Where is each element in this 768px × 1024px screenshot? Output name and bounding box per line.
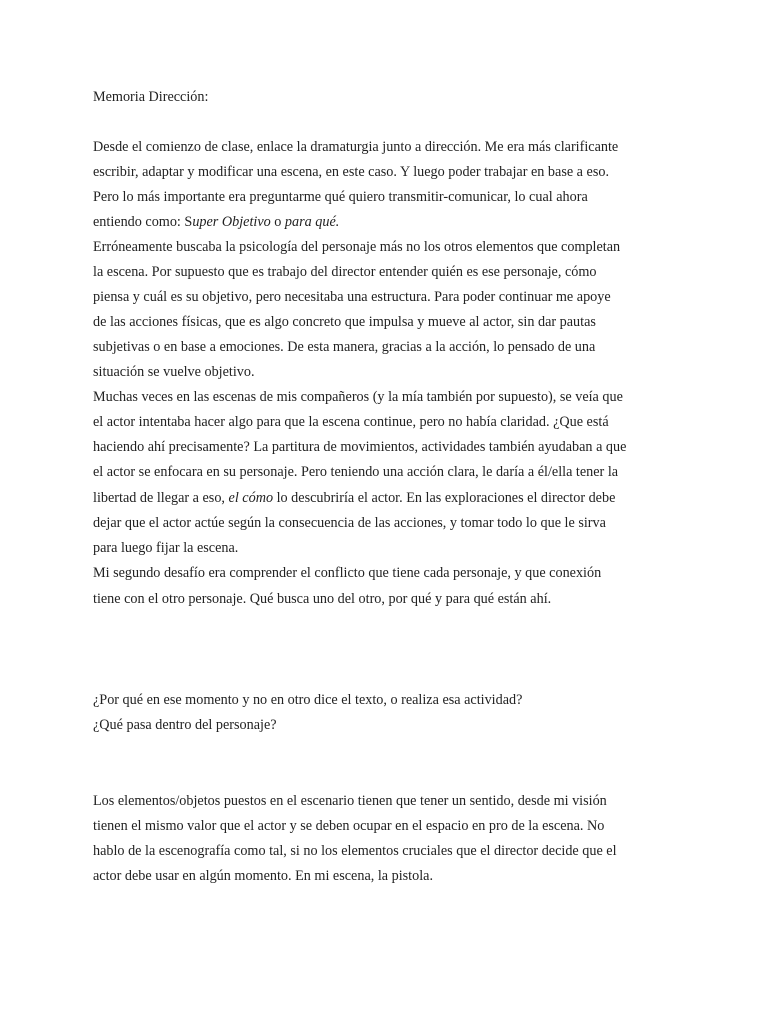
text-line: subjetivas o en base a emociones. De esta manera, gracias a la acción, lo pensado de una: [93, 339, 596, 355]
text-span: o: [270, 214, 285, 230]
document-title: Memoria Dirección:: [93, 89, 209, 105]
text-line: escribir, adaptar y modificar una escena, en este caso. Y luego poder trabajar en base a eso.: [93, 164, 609, 180]
text-line: el actor se enfocara en su personaje. Pero teniendo una acción clara, le daría a él/ella tener la: [93, 464, 619, 480]
text-line: situación se vuelve objetivo.: [93, 364, 255, 380]
text-span: entiendo como: S: [93, 214, 193, 230]
text-line: actor debe usar en algún momento. En mi escena, la pistola.: [93, 868, 433, 884]
text-line: haciendo ahí precisamente? La partitura de movimientos, actividades también ayudaban a que: [93, 439, 627, 455]
text-line: tienen el mismo valor que el actor y se deben ocupar en el espacio en pro de la escena. No: [93, 818, 605, 834]
question-line: ¿Qué pasa dentro del personaje?: [93, 717, 277, 733]
italic-term: para qué.: [284, 214, 340, 230]
text-line: Los elementos/objetos puestos en el escenario tienen que tener un sentido, desde mi visión: [93, 793, 607, 809]
question-line: ¿Por qué en ese momento y no en otro dice el texto, o realiza esa actividad?: [93, 692, 523, 708]
text-line: tiene con el otro personaje. Qué busca uno del otro, por qué y para qué están ahí.: [93, 591, 552, 607]
text-line: [93, 489, 615, 507]
text-line: hablo de la escenografía como tal, si no los elementos cruciales que el director decide que el: [93, 843, 617, 859]
text-line: Muchas veces en las escenas de mis compañeros (y la mía también por supuesto), se veía que: [93, 389, 623, 405]
text-line: el actor intentaba hacer algo para que la escena continue, pero no había claridad. ¿Que está: [93, 414, 609, 430]
text-line: Pero lo más importante era preguntarme qué quiero transmitir-comunicar, lo cual ahora: [93, 189, 588, 205]
text-line: Mi segundo desafío era comprender el conflicto que tiene cada personaje, y que conexión: [93, 565, 602, 581]
text-line: la escena. Por supuesto que es trabajo del director entender quién es ese personaje, cómo: [93, 264, 597, 280]
text-line: Desde el comienzo de clase, enlace la dramaturgia junto a dirección. Me era más clarificante: [93, 139, 619, 155]
text-line: dejar que el actor actúe según la consecuencia de las acciones, y tomar todo lo que le sirva: [93, 515, 606, 531]
text-line: Erróneamente buscaba la psicología del personaje más no los otros elementos que completan: [93, 239, 621, 255]
text-line: para luego fijar la escena.: [93, 540, 239, 556]
italic-term: el cómo: [228, 490, 274, 506]
text-line: piensa y cuál es su objetivo, pero necesitaba una estructura. Para poder continuar me apoye: [93, 289, 611, 305]
italic-term: uper Objetivo: [192, 214, 271, 230]
text-span: lo descubriría el actor. En las exploraciones el director debe: [273, 490, 616, 506]
text-span: libertad de llegar a eso,: [93, 490, 229, 506]
text-line: [93, 213, 339, 231]
text-line: de las acciones físicas, que es algo concreto que impulsa y mueve al actor, sin dar pautas: [93, 314, 596, 330]
